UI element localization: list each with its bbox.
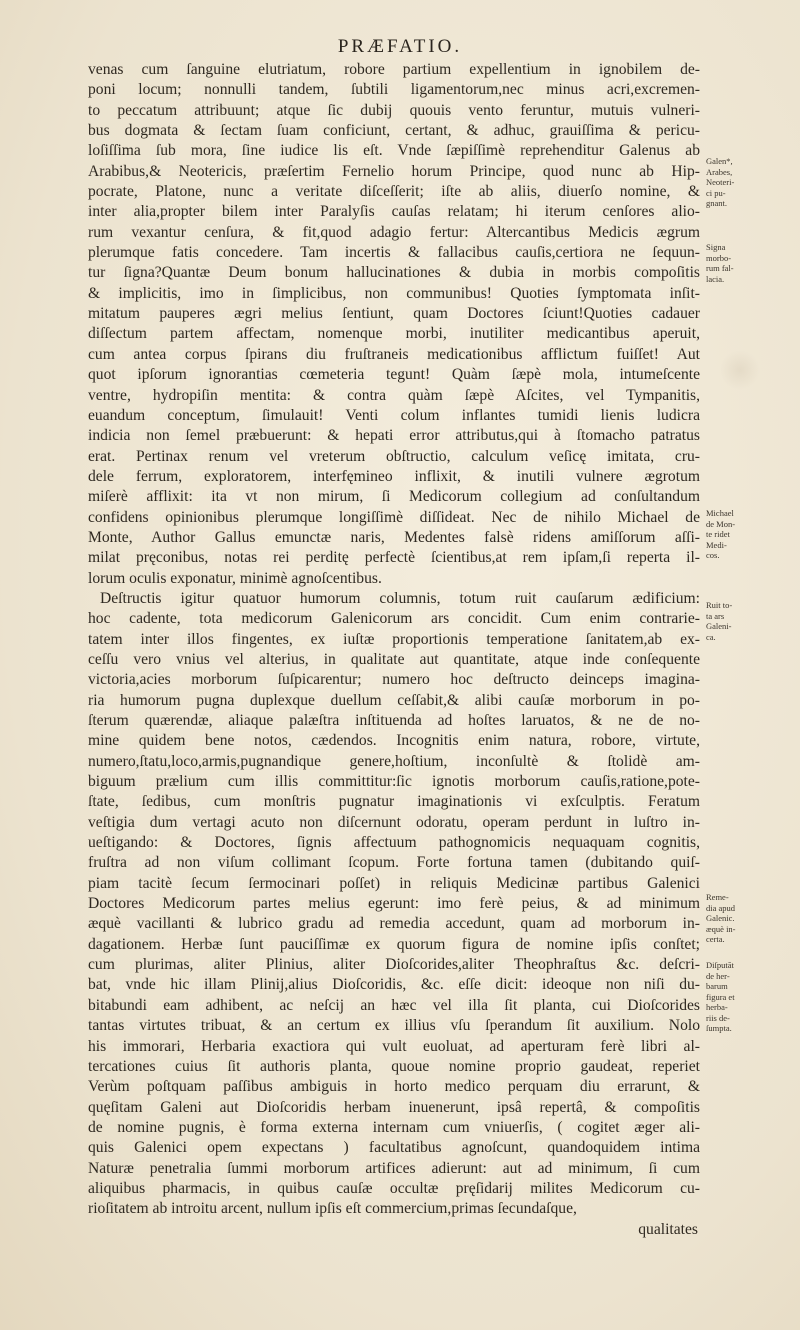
text-line: ceſſu vero vnius vel alterius, in qualitate aut quantitate, atque inde conſequente [88,650,700,668]
text-line: tercationes cuius ſit authoris planta, quoue nomine proprio gaudeat, reperiet [88,1057,700,1075]
margin-note-disputat [706,960,770,1034]
text-line: ueſtigando: & Doctores, ſignis affectuum pathognomicis nequaquam cognitis, [88,834,700,852]
margin-note-line: riis de- [706,1012,730,1023]
text-line: aliquibus pharmacis, in quibus cauſæ occultæ pręſidarij milites Medicorum cu- [88,1179,700,1197]
text-line: loſiſſima ſub mora, ſine iudice lis eſt. Vnde ſæpiſſimè reprehenditur Galenus ab [88,142,700,160]
margin-note-line: Signa [706,242,726,252]
margin-note-line: gnant. [706,198,728,208]
text-line: tantas virtutes tribuat, & an certum ex illius vſu ſperandum ſit auxilium. Nolo [88,1017,700,1035]
margin-note-line: de Mon- [706,518,736,529]
margin-note-line: Diſputāt [706,960,734,970]
margin-note-signa [706,242,770,284]
text-line: confidens opinionibus plerumque longiſſimè diſſideat. Nec de nihilo Michael de [88,508,700,526]
text-line: Naturæ penetralia ſummi morborum artifices adierunt: aut ad minimum, ſi cum [88,1159,700,1177]
text-line: æquè vacillanti & lubrico gradu ad remedia accedunt, quam ad morborum in- [88,915,700,933]
text-line: euandum conceptum, ſimulauit! Venti colum inflantes tumidi lienis ludicra [88,406,700,424]
text-line: ſtate, ſedibus, cum monſtris pugnatur imaginationis vi exſculptis. Feratum [88,793,700,811]
text-line: veſtigia dum vertagi acuto non diſcernunt odoratu, operam perdunt in luſtro in- [88,813,700,831]
text-line: cum plurimas, aliter Plinius, aliter Dioſcorides,aliter Theophraſtus &c. deſcri- [88,956,700,974]
margin-note-line: Arabes, [706,166,733,177]
margin-note-line: de her- [706,970,730,981]
text-line: bat, vnde hic illam Plinij,alius Dioſcoridis, &c. eſſe dicit: ideoque non niſi du- [88,976,700,994]
text-line: quot ipſorum ignorantias cœmeteria tegunt! Quàm ſæpè mola, intumeſcente [88,366,700,384]
text-line: indicia non ſemel præbuerunt: & hepati error attributus,qui à ſtomacho patratus [88,427,700,445]
body-text [88,60,700,1240]
margin-note-galeni [706,156,770,209]
text-line: diſſectum partem affectam, nomenque morbi, inutiliter medicantibus aperuit, [88,325,700,343]
margin-note-line: Medi- [706,539,727,550]
margin-note-line: Galenic. [706,913,735,923]
margin-note-line: ta ars [706,610,725,621]
text-line: victoria,acies morborum ſuſpicarentur; numero hoc deſtructo deinceps imagina- [88,671,700,689]
margin-note-line: Reme- [706,892,729,902]
text-line: poni locum; nonnulli tandem, ſubtili ligamentorum,nec minus acri,excremen- [88,81,700,99]
text-line: fruſtra ad non viſum collimant ſcopum. Forte fortuna tamen (dubitando quiſ- [88,854,700,872]
margin-note-line: ſumpta. [706,1023,732,1033]
text-line: milat pręconibus, notas rei perditę perfectè ſcientibus,at rem ipſam,ſi reperta il- [88,549,700,567]
text-line: dagationem. Herbæ ſunt pauciſſimæ ex quorum figura de nomine ipſis conſtet; [88,935,700,953]
text-line: inter alia,propter bilem inter Paralyſis cauſas relatam; hi iterum cenſores alio- [88,203,700,221]
margin-note-line: Michael [706,508,734,518]
margin-note-line: Neoteri- [706,177,735,187]
margin-note-line: lacia. [706,273,725,284]
text-line: erat. Pertinax renum vel vreterum obſtructio, calculum veſicę imitata, cru- [88,447,700,465]
margin-note-line: ca. [706,631,716,642]
text-line: dele ferrum, exploratorem, interfęmineo inflixit, & inutili vulnere ægrotum [88,467,700,485]
text-line: ſterum quærendæ, aliaque palæſtra inſtituenda ad hoſtes laruatos, & ne de no- [88,712,700,729]
text-line: his immorari, Herbaria exactiora qui vult euoluat, ad aperturam ferè libri al- [88,1037,700,1055]
margin-note-line: barum [706,981,728,991]
text-line: plerumque fatis concedere. Tam incertis & fallacibus cauſis,certiora ne ſequun- [88,244,700,262]
text-line: numero,ſtatu,loco,armis,pugnandique genere,hoſtium, inconſultè & ſtolidè am- [88,752,700,770]
text-line: miſerè afflixit: ita vt non mirum, ſi Medicorum collegium ad conſultandum [88,488,700,506]
margin-note-remedia [706,892,770,945]
margin-note-line: Galeni- [706,621,732,631]
text-line: hoc cadente, tota medicorum Galenicorum ars concidit. Cum enim contrarie- [88,610,700,628]
margin-note-line: cos. [706,550,720,560]
margin-note-line: rum fal- [706,263,734,273]
text-line: mitatum pauperes ægri melius ſentiunt, quam Doctores ſciunt!Quoties cadauer [88,305,700,323]
text-line: Doctores Medicorum partes melius egerunt: imo ferè peius, & ad minimum [88,895,700,913]
margin-note-line: certa. [706,934,725,944]
text-line: biguum prælium cum illis committitur:ſic ignotis morborum cauſis,ratione,pote- [88,773,700,791]
text-line: to peccatum attribuunt; atque ſic dubij quouis vento feruntur, mutuis vulneri- [88,101,700,119]
text-line: Deſtructis igitur quatuor humorum columnis, totum ruit cauſarum ædificium: [100,589,700,607]
text-line: piam tacitè ſecum ſermocinari poſſet) in reliquis Medicinæ partibus Galenici [88,874,700,892]
text-line: Monte, Author Gallus emunctæ naris, Medentes falsè ridens amiſſorum aſſi- [88,528,700,546]
text-line: bitabundi eam adhibent, ac neſcij an hæc vel illa ſit planta, cui Dioſcorides [88,996,700,1014]
margin-note-michael [706,508,770,561]
text-line: venas cum ſanguine elutriatum, robore partium expellentium in ignobilem de- [88,61,700,78]
margin-note-line: morbo- [706,252,732,263]
text-line: tur ſigna?Quantæ Deum bonum hallucinationes & dubia in morbis compoſitis [88,264,700,282]
text-line: quis Galenici opem expectans ) facultatibus agnoſcunt, quandoquidem intima [88,1139,700,1157]
text-line: cum antea corpus ſpirans diu fruſtraneis medicationibus afflictum fuiſſet! Aut [88,345,700,363]
margin-note-line: dia apud [706,902,736,913]
text-line: Verùm poſtquam paſſibus ambiguis in horto medico perquam diu errarunt, & [88,1078,700,1096]
text-line: ria humorum pugna duplexque duellum ceſſabit,& alibi cauſæ morborum in po- [88,691,700,709]
text-line: rioſitatem ab introitu arcent, nullum ipſis eſt commercium,primas ſecundaſque, [88,1200,577,1218]
text-line: & implicitis, imo in ſimplicibus, non communibus! Quoties ſymptomata inſit- [88,284,700,302]
text-line: ventre, hydropiſin mentita: & contra quàm ſæpè Aſcites, vel Tympanitis, [88,386,700,404]
margin-note-line: Galen*, [706,156,733,166]
text-line: pocrate, Platone, nunc a veritate diſceſſerit; iſte ab aliis, diuerſo nomine, & [88,183,700,201]
margin-note-line: Ruit to- [706,600,733,610]
text-line: bus dogmata & ſectam ſuam conficiunt, certant, & adhuc, grauiſſima & pericu- [88,122,700,140]
margin-note-ruit [706,600,770,642]
text-line: Arabibus,& Neotericis, præſertim Fernelio horum Principe, quod nunc ab Hip- [88,162,700,180]
margin-note-line: figura et [706,991,735,1002]
text-line: quęſitam Galeni aut Dioſcoridis herbam inuenerunt, ipsâ repertâ, & compoſitis [88,1098,700,1116]
margin-note-line: herba- [706,1002,728,1012]
text-line: lorum oculis exponatur, minimè agnoſcentibus. [88,569,382,587]
text-line: rum vexantur cenſura, & fit,quod adagio fertur: Altercantibus Medicis ægrum [88,223,700,241]
text-line: tatem inter illos fingentes, ex iuſtæ proportionis temperatione ſanitatem,ab ex- [88,630,700,648]
text-line: mine quidem bene notos, cædendos. Incognitis enim natura, robore, virtute, [88,732,700,750]
margin-note-line: te ridet [706,529,730,539]
text-line: qualitates [638,1220,698,1238]
paper-stain [720,350,760,390]
margin-note-line: ci pu- [706,187,726,198]
running-header: PRÆFATIO. [337,36,463,57]
margin-note-line: æquè in- [706,923,736,934]
text-line: de nomine pugnis, è forma externa internam cum vniuerſis, ( cogitet æger ali- [88,1118,700,1136]
